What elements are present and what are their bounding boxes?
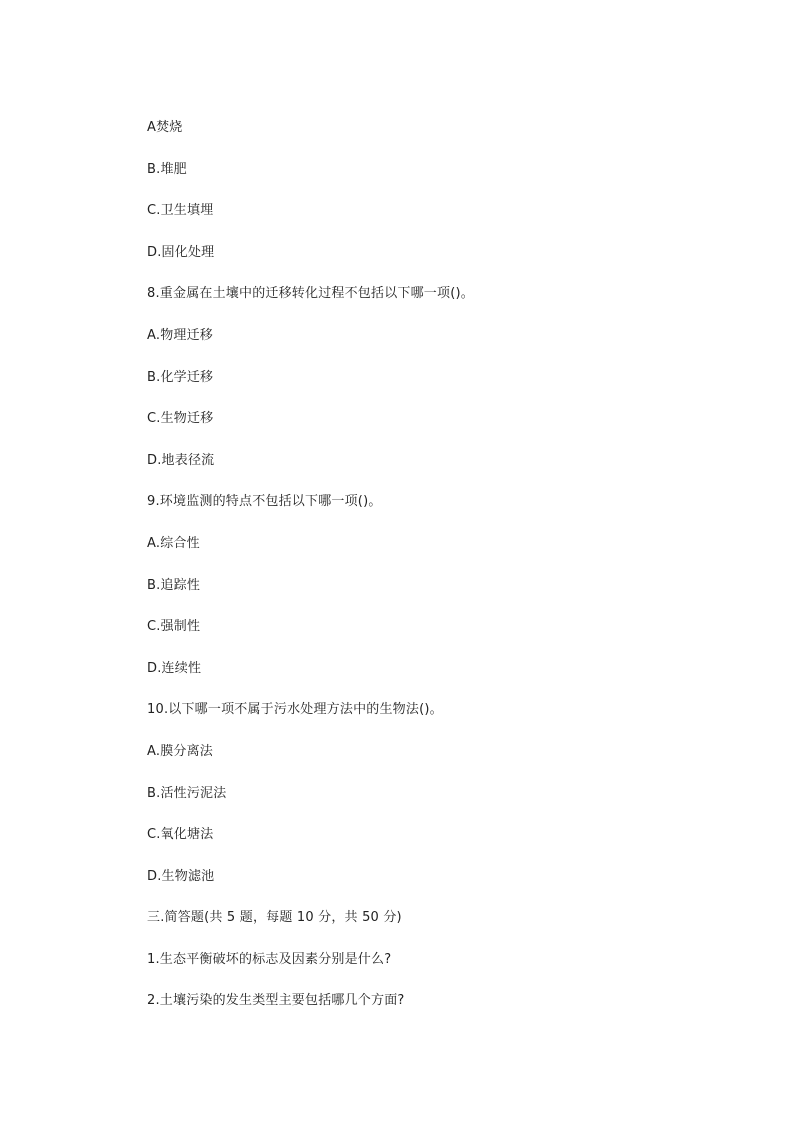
question-list [147,118,767,1033]
option-c-q9: C.强制性 [147,619,201,635]
question-9: 9.环境监测的特点不包括以下哪一项()。 [147,494,382,510]
option-c-q8: C.生物迁移 [147,411,214,427]
question-8: 8.重金属在土壤中的迁移转化过程不包括以下哪一项()。 [147,286,474,302]
option-b-q9: B.追踪性 [147,577,201,593]
option-b-q8: B.化学迁移 [147,369,214,385]
option-c-q7: C.卫生填埋 [147,203,214,219]
question-10: 10.以下哪一项不属于污水处理方法中的生物法()。 [147,702,443,718]
option-d-q9: D.连续性 [147,660,202,676]
option-b-q7: B.堆肥 [147,161,187,177]
option-a-q10: A.膜分离法 [147,743,213,759]
option-b-q10: B.活性污泥法 [147,785,227,801]
option-d-q7: D.固化处理 [147,244,215,260]
short-answer-1: 1.生态平衡破坏的标志及因素分别是什么? [147,951,392,967]
short-answer-2: 2.土壤污染的发生类型主要包括哪几个方面? [147,993,405,1009]
option-a-q8: A.物理迁移 [147,327,213,343]
section-heading: 三.简答题(共 5 题，每题 10 分，共 50 分) [147,910,402,926]
option-d-q8: D.地表径流 [147,452,215,468]
option-d-q10: D.生物滤池 [147,868,215,884]
option-c-q10: C.氧化塘法 [147,827,214,843]
option-a-q7: A焚烧 [147,120,183,135]
option-a-q9: A.综合性 [147,535,200,551]
